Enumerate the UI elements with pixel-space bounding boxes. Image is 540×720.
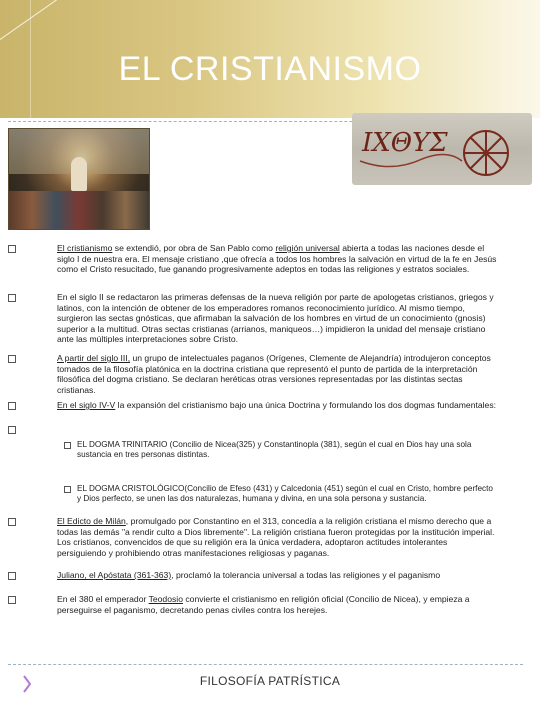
link-religion-universal[interactable]: religión universal [275,243,340,253]
text-fragment: la expansión del cristianismo bajo una única Doctrina y formulando los dos dogmas fundamentales: [115,400,497,410]
decorative-line [0,0,63,42]
list-item-text [57,516,497,558]
list-item-text [57,243,497,275]
list-item-text: En el siglo II se redactaron las primeras defensas de la nueva religión por parte de apologetas cristianos, griegos y latinos, con la intención de obtener de los emperadores romanos reconocimiento jurídico. Al mismo tiempo, surgieron las sectas gnósticas, que afirmaban la salvación de los hombres en virtud de un conocimiento (gnosis) superior a la multitud. Otras sectas cristianas (arrianos, maniqueos…) impidieron la unidad del mensaje cristiano ante las múltiples interpretaciones sobre Cristo. [57,292,494,345]
bullet-icon [8,596,16,604]
link-siglo-iii[interactable]: A partir del siglo III, [57,353,131,363]
list-item-text [57,400,497,411]
text-fragment: En el 380 el emperador [57,594,149,604]
bullet-icon [8,426,16,434]
text-fragment: abierta a todas las naciones desde el siglo I de nuestra era. El mensaje cristiano ,que ofrecía a todos los hombres la salvación en virtud de la fe en Jesús como el Cristo resucitado, fue ganando progresivamente adeptos en todas las religiones y estratos sociales. [57,243,497,275]
bullet-icon [8,245,16,253]
link-cristianismo[interactable]: El cristianismo [57,243,113,253]
sub-bullet-icon [64,486,71,493]
text-fragment: , proclamó la tolerancia universal a todas las religiones y el paganismo [171,570,441,580]
link-siglo-iv-v[interactable]: En el siglo IV-V [57,400,116,410]
list-item-text [57,594,497,615]
link-teodosio[interactable]: Teodosio [148,594,183,604]
text-fragment: convierte el cristianismo en religión oficial (Concilio de Nicea), y empieza a perseguirse el paganismo, decretando penas civiles contra los herejes. [57,594,470,615]
inscription-drawing [352,113,532,185]
bullet-icon [8,518,16,526]
bottom-divider [8,664,523,665]
text-fragment: se extendió, por obra de San Pablo como [112,243,276,253]
sub-list-item-text: EL DOGMA CRISTOLÓGICO(Concilio de Efeso (431) y Calcedonia (451) según el cual en Cristo, hombre perfecto y Dios perfecto, se unen las dos naturalezas, humana y divina, en una sola persona y sustancia. [77,484,493,503]
footer-title: FILOSOFÍA PATRÍSTICA [199,674,341,688]
sermon-painting-image [8,128,150,230]
text-fragment: , promulgado por Constantino en el 313, concedía a la religión cristiana el mismo derecho que a todas las demás "a rendir culto a Dios libremente". La religión cristiana fueron protegidas por la institución imperial. Los cristianos, convencidos de que su religión era la única verdadera, adoptaron actitudes intolerantes persiguiendo y prohibiendo otras manifestaciones religiosas y paganas. [57,516,495,558]
list-item-text [57,353,497,395]
title-banner [0,0,540,118]
inscription-text: IXΘYΣ [362,128,448,158]
list-item-text [57,570,497,581]
link-edicto-milan[interactable]: El Edicto de Milán [57,516,126,526]
page-title: EL CRISTIANISMO [118,50,422,88]
text-fragment: un grupo de intelectuales paganos (Orígenes, Clemente de Alejandría) introdujeron conceptos tomados de la filosofía platónica en la doctrina cristiana que representó el punto de partida de la interpretación filosófica del dogma cristiano. Se declaran heréticas otras versiones representadas por las distintas sectas cristianas. [57,353,491,395]
sub-list-item-text: EL DOGMA TRINITARIO (Concilio de Nicea(325) y Constantinopla (381), según el cual en Dios hay una sola sustancia en tres personas distintas. [77,440,472,459]
ichthys-inscription-image [352,113,532,185]
bullet-icon [8,355,16,363]
bullet-icon [8,572,16,580]
bullet-icon [8,294,16,302]
bullet-icon [8,402,16,410]
sub-bullet-icon [64,442,71,449]
link-juliano[interactable]: Juliano, el Apóstata (361-363) [57,570,172,580]
